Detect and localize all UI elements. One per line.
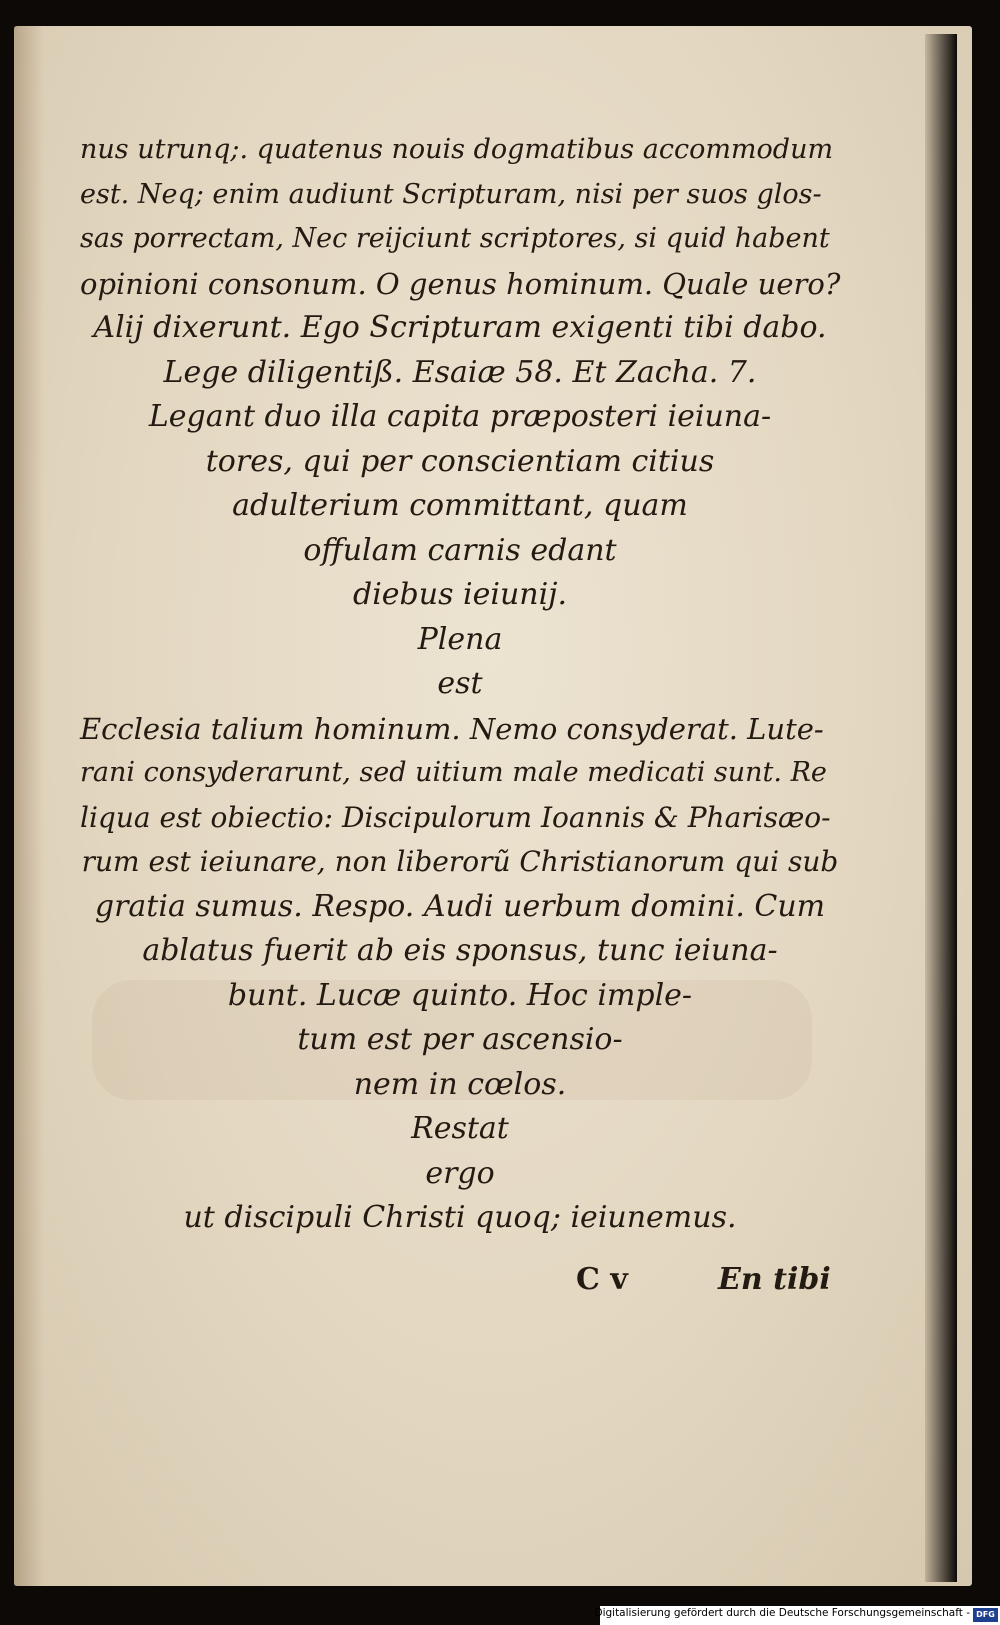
text-line: gratia sumus. Respo. Audi uerbum domini. Cum xyxy=(94,888,826,924)
text-line: liqua est obiectio: Discipulorum Ioannis & Pharisæo- xyxy=(80,800,831,834)
text-line: Ecclesia talium hominum. Nemo consyderat. Lute- xyxy=(80,711,824,746)
text-line: tum est per ascensio- xyxy=(297,1022,623,1057)
text-line: adulterium committant, quam xyxy=(232,488,688,523)
dfg-logo-icon: DFG xyxy=(973,1608,998,1622)
catchword: En tibi xyxy=(718,1262,831,1297)
page-footer xyxy=(0,1262,1000,1302)
signature-mark: C v xyxy=(576,1262,628,1297)
text-line: diebus ieiunij. xyxy=(352,577,568,612)
gutter-shadow xyxy=(14,26,44,1586)
text-line: nem in cœlos. xyxy=(353,1066,567,1102)
text-line: Alij dixerunt. Ego Scripturam exigenti tibi dabo. xyxy=(93,310,827,345)
text-line: ut discipuli Christi quoq; ieiunemus. xyxy=(183,1200,737,1235)
text-line: est. Neq; enim audiunt Scripturam, nisi per suos glos- xyxy=(80,178,822,210)
page-edge xyxy=(925,34,957,1582)
text-line: tores, qui per conscientiam citius xyxy=(205,443,715,479)
text-line: rani consyderarunt, sed uitium male medicati sunt. Re xyxy=(80,757,827,788)
text-line: Plena xyxy=(417,621,503,657)
text-line: Lege diligentiß. Esaiæ 58. Et Zacha. 7. xyxy=(163,354,757,390)
text-line: rum est ieiunare, non liberorũ Christianorum qui sub xyxy=(81,845,839,878)
text-line: sas porrectam, Nec reijciunt scriptores, si quid habent xyxy=(80,223,830,254)
digitization-credit-bar xyxy=(594,1606,1000,1625)
text-line: ablatus fuerit ab eis sponsus, tunc ieiuna- xyxy=(142,933,778,968)
text-line: est xyxy=(437,666,483,701)
text-line: Restat xyxy=(411,1111,509,1146)
text-line: Legant duo illa capita præposteri ieiuna- xyxy=(148,399,772,434)
text-line: nus utrunq;. quatenus nouis dogmatibus accommodum xyxy=(80,134,834,165)
text-line: offulam carnis edant xyxy=(303,532,617,568)
text-line: ergo xyxy=(425,1155,495,1191)
credit-text: Digitalisierung gefördert durch die Deutsche Forschungsgemeinschaft - xyxy=(594,1607,970,1619)
text-line: bunt. Lucæ quinto. Hoc imple- xyxy=(227,977,693,1013)
body-text xyxy=(80,128,840,1241)
text-line: opinioni consonum. O genus hominum. Quale uero? xyxy=(80,266,841,301)
